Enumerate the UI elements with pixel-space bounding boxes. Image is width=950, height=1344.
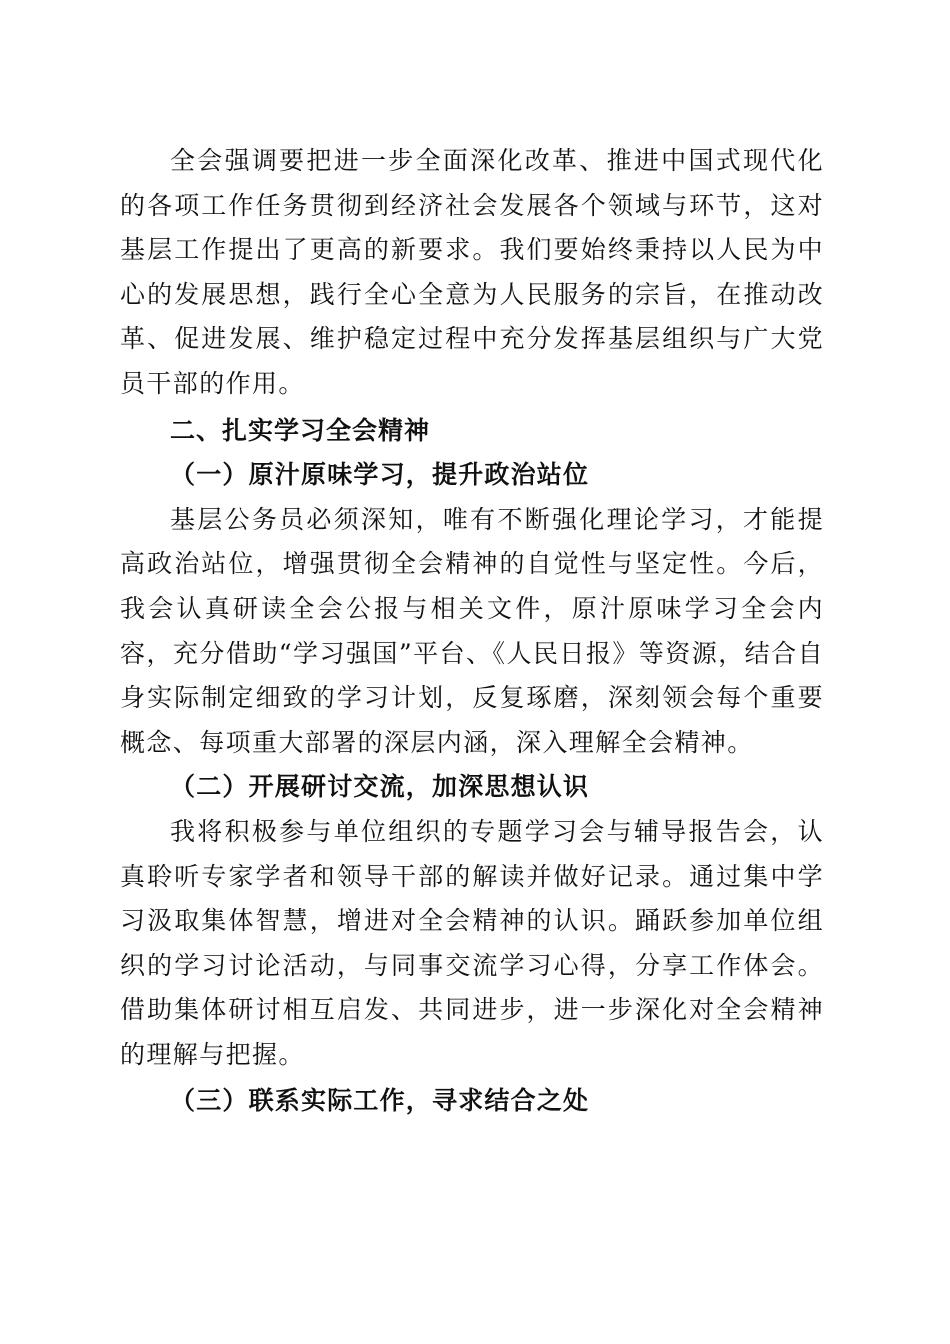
- subsection-one-heading: （一）原汁原味学习，提升政治站位: [170, 460, 590, 490]
- subsection-three-heading: （三）联系实际工作，寻求结合之处: [170, 1086, 590, 1116]
- intro-paragraph: 全会强调要把进一步全面深化改革、推进中国式现代化的各项工作任务贯彻到经济社会发展各个领域与环节，这对基层工作提出了更高的新要求。我们要始终秉持以人民为中心的发展思想，践行全心全意为人民服务的宗旨，在推动改革、促进发展、维护稳定过程中充分发挥基层组织与广大党员干部的作用。: [120, 146, 824, 398]
- subsection-one-body: 基层公务员必须深知，唯有不断强化理论学习，才能提高政治站位，增强贯彻全会精神的自觉性与坚定性。今后，我会认真研读全会公报与相关文件，原汁原味学习全会内容，充分借助“学习强国”平台、《人民日报》等资源，结合自身实际制定细致的学习计划，反复琢磨，深刻领会每个重要概念、每项重大部署的深层内涵，深入理解全会精神。: [120, 504, 824, 757]
- subsection-two-heading: （二）开展研讨交流，加深思想认识: [170, 772, 590, 802]
- document-body: [120, 139, 824, 1124]
- subsection-two-body: 我将积极参与单位组织的专题学习会与辅导报告会，认真聆听专家学者和领导干部的解读并做好记录。通过集中学习汲取集体智慧，增进对全会精神的认识。踊跃参加单位组织的学习讨论活动，与同事交流学习心得，分享工作体会。借助集体研讨相互启发、共同进步，进一步深化对全会精神的理解与把握。: [120, 816, 824, 1069]
- section-two-heading: 二、扎实学习全会精神: [170, 415, 431, 445]
